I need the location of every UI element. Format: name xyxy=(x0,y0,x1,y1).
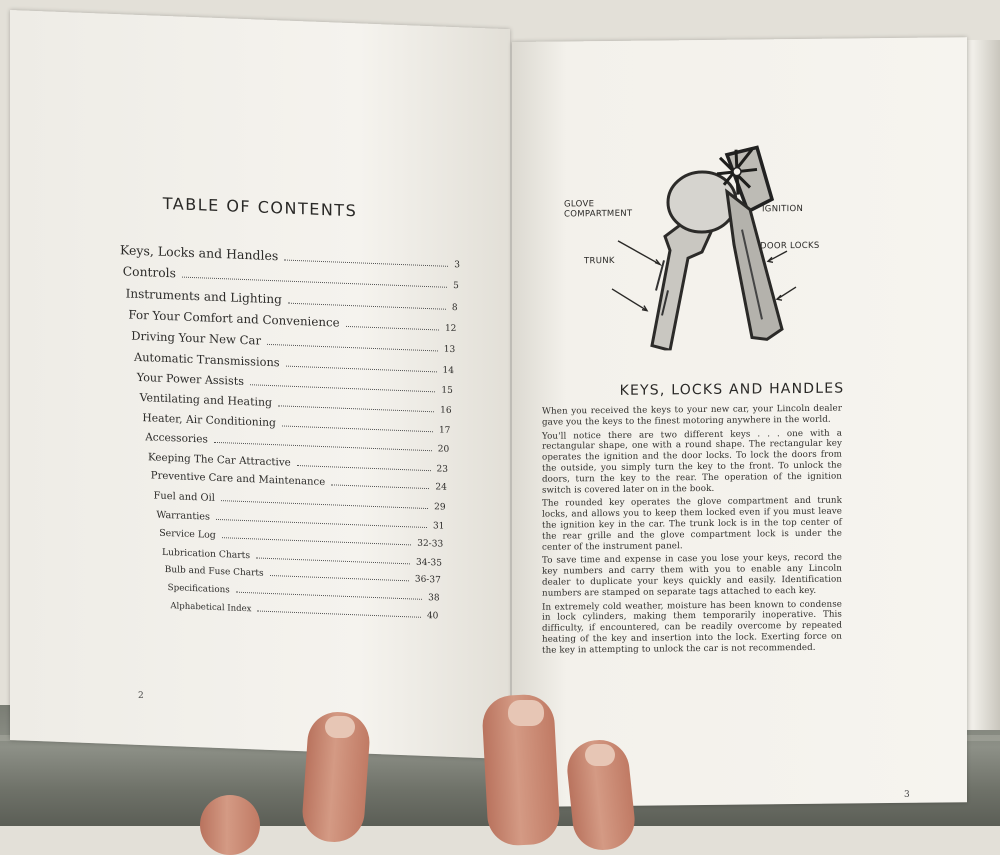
toc-entry-page: 5 xyxy=(453,280,459,292)
dot-leader xyxy=(214,442,432,451)
dot-leader xyxy=(182,276,447,287)
toc-entry-label: Heater, Air Conditioning xyxy=(142,411,276,430)
toc-entry xyxy=(165,565,441,586)
toc-entry-label: Controls xyxy=(122,264,176,281)
toc-entry-label: Warranties xyxy=(156,509,210,523)
dot-leader xyxy=(286,366,437,373)
left-page-number: 2 xyxy=(138,690,144,702)
toc-entry xyxy=(170,601,438,621)
toc-entry-label: Your Power Assists xyxy=(136,370,244,388)
toc-entry-label: For Your Comfort and Convenience xyxy=(128,307,340,330)
toc-entry-page: 32-33 xyxy=(417,539,444,551)
dot-leader xyxy=(257,611,420,618)
trunk-label: TRUNK xyxy=(584,255,615,267)
toc-entry-page: 20 xyxy=(437,444,450,456)
toc-entry-label: Driving Your New Car xyxy=(131,328,261,348)
toc-entry-page: 38 xyxy=(428,593,440,604)
toc-entry-page: 29 xyxy=(434,502,446,513)
toc-entry-label: Instruments and Lighting xyxy=(125,285,282,306)
toc-entry xyxy=(148,451,448,475)
toc-entry xyxy=(151,471,447,493)
paragraph: The rounded key operates the glove compartment and trunk locks, and allows you to keep them locked even if you must leave the ignition key in the car. The trunk lock is in the top center of the rear grille and the glove compartment lock is under the center of the instrument panel. xyxy=(542,495,842,553)
toc-entry-label: Automatic Transmissions xyxy=(134,349,280,370)
toc-entry-label: Ventilating and Heating xyxy=(139,391,273,410)
toc-entry xyxy=(162,547,442,569)
fingernail xyxy=(325,716,355,738)
finger xyxy=(200,795,260,855)
toc-entry-label: Lubrication Charts xyxy=(162,546,251,562)
toc-entry-page: 23 xyxy=(436,464,448,475)
toc-entry xyxy=(145,431,449,455)
toc-entry-page: 40 xyxy=(426,611,439,622)
dot-leader xyxy=(282,426,433,433)
paragraph: In extremely cold weather, moisture has been known to condense in lock cylinders, making them temporarily inoperative. This difficulty, if encountered, can be readily overcome by repeated heating of the key and insertion into the lock. Exerting force on the key in attempting to unlock the car is not recommended. xyxy=(542,599,842,656)
dot-leader xyxy=(331,485,429,490)
toc-entry-label: Alphabetical Index xyxy=(170,601,252,615)
toc-entry-page: 13 xyxy=(443,344,456,356)
door-locks-label: DOOR LOCKS xyxy=(760,240,820,252)
dot-leader xyxy=(297,465,431,471)
toc-entry-page: 3 xyxy=(454,260,460,271)
dot-leader xyxy=(267,344,438,352)
toc-entry-label: Bulb and Fuse Charts xyxy=(164,565,264,580)
dot-leader xyxy=(236,592,422,600)
dot-leader xyxy=(270,575,409,581)
toc-entry-label: Fuel and Oil xyxy=(153,490,215,504)
section-title: KEYS, LOCKS AND HANDLES xyxy=(619,380,845,399)
toc-entry-label: Preventive Care and Maintenance xyxy=(150,470,326,489)
dot-leader xyxy=(284,260,448,267)
toc-entry-page: 36-37 xyxy=(414,574,441,586)
left-page xyxy=(10,10,510,759)
fingernail xyxy=(585,744,615,766)
toc-entry xyxy=(154,490,446,512)
body-text xyxy=(542,404,842,657)
toc-entry-page: 16 xyxy=(440,405,452,417)
toc-title: TABLE OF CONTENTS xyxy=(162,193,358,221)
toc-entry-page: 17 xyxy=(438,425,451,437)
dot-leader xyxy=(346,326,439,331)
toc-entry-label: Accessories xyxy=(145,431,208,446)
toc-entry xyxy=(159,528,443,550)
toc-entry-label: Keeping The Car Attractive xyxy=(148,451,291,469)
fingernail xyxy=(508,700,544,726)
dot-leader xyxy=(216,519,427,528)
toc-entry-page: 15 xyxy=(441,385,453,396)
toc-entry-label: Service Log xyxy=(159,528,216,542)
paragraph: To save time and expense in case you lose your keys, record the key numbers and carry them with you to enable any Lincoln dealer to duplicate your keys quickly and easily. Identification numbers are stamped on separate tags attached to each key. xyxy=(542,552,842,599)
dot-leader xyxy=(288,302,446,309)
toc-entry-page: 34-35 xyxy=(416,557,442,569)
toc-entry-label: Specifications xyxy=(167,583,230,596)
toc-entry-page: 8 xyxy=(451,302,458,313)
paragraph: You'll notice there are two different keys . . . one with a rectangular shape, one with a round shape. The rectangular key operates the ignition and the door locks. To lock the doors from the outside, you simply turn the key to the front. To unlock the doors, turn the key to the rear. The operation of the ignition switch is covered later on in the book. xyxy=(542,428,842,496)
dot-leader xyxy=(222,538,411,546)
dot-leader xyxy=(250,384,435,392)
toc-entry-page: 31 xyxy=(432,520,445,532)
dot-leader xyxy=(278,405,434,412)
toc-entry-page: 12 xyxy=(444,323,457,335)
dot-leader xyxy=(256,557,410,564)
ignition-label: IGNITION xyxy=(762,203,804,215)
keys-illustration xyxy=(552,138,912,352)
toc-entry xyxy=(168,583,440,603)
right-page xyxy=(512,37,967,807)
dot-leader xyxy=(221,500,428,509)
toc-entry-label: Keys, Locks and Handles xyxy=(120,242,279,264)
round-key-icon xyxy=(652,172,736,351)
paragraph: When you received the keys to your new car, your Lincoln dealer gave you the keys to the finest motoring anywhere in the world. xyxy=(542,403,842,428)
glove-compartment-label: GLOVE COMPARTMENT xyxy=(564,199,633,220)
toc-entry xyxy=(156,509,444,531)
right-page-number: 3 xyxy=(904,789,910,800)
toc-entry-page: 14 xyxy=(442,365,454,377)
toc-entry-page: 24 xyxy=(435,482,447,494)
